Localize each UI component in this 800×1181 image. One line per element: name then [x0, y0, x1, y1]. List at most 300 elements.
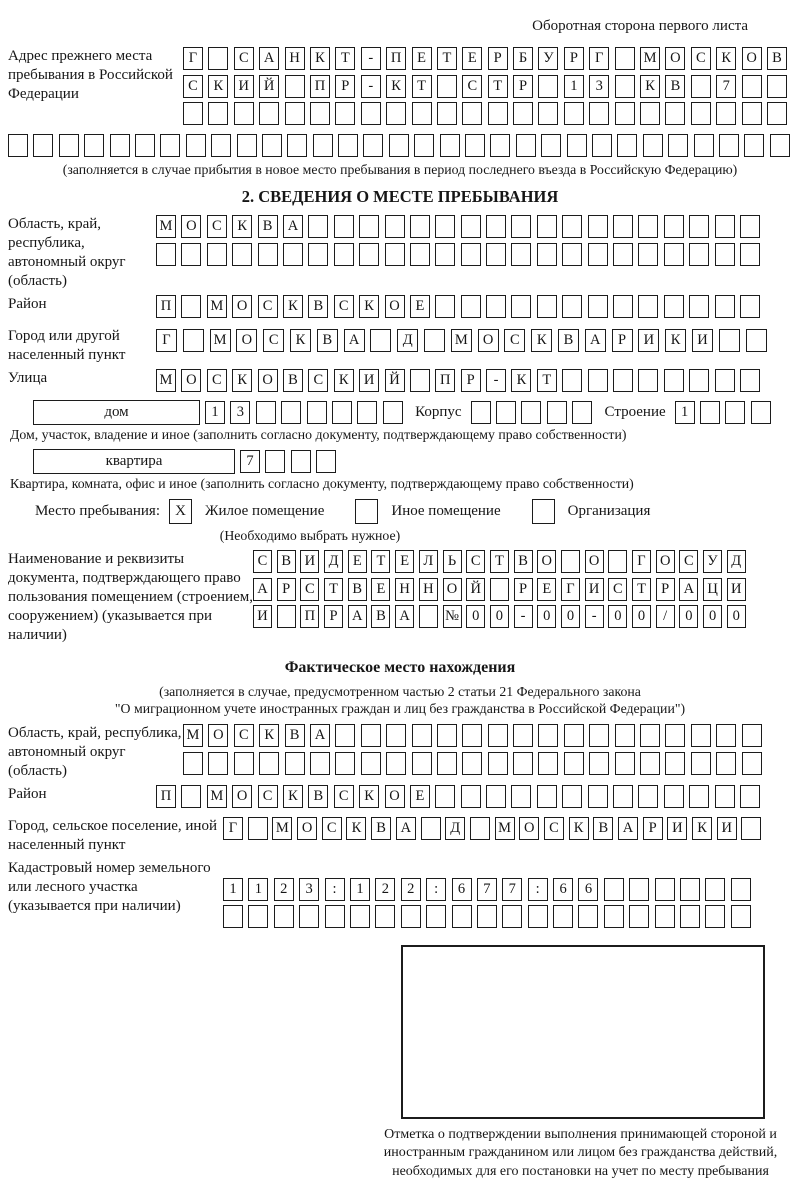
char-cell[interactable] [664, 785, 684, 808]
char-cell[interactable] [375, 905, 395, 928]
char-cell[interactable] [419, 605, 438, 628]
char-cell[interactable] [414, 134, 434, 157]
char-cell[interactable] [719, 329, 740, 352]
char-cell[interactable] [613, 785, 633, 808]
char-cell[interactable]: С [258, 295, 278, 318]
char-cell[interactable] [435, 295, 455, 318]
char-cell[interactable] [421, 817, 441, 840]
char-cell[interactable]: М [156, 369, 176, 392]
char-cell[interactable]: Т [490, 550, 509, 573]
char-cell[interactable] [716, 724, 736, 747]
char-cell[interactable]: Н [419, 578, 438, 601]
char-cell[interactable]: С [183, 75, 203, 98]
char-cell[interactable] [680, 878, 700, 901]
char-cell[interactable] [589, 724, 609, 747]
char-cell[interactable]: И [234, 75, 254, 98]
char-cell[interactable] [664, 295, 684, 318]
char-cell[interactable]: Т [412, 75, 432, 98]
char-cell[interactable] [680, 905, 700, 928]
char-cell[interactable] [183, 752, 203, 775]
house-type-box[interactable]: дом [33, 400, 200, 425]
char-cell[interactable] [310, 752, 330, 775]
char-cell[interactable] [248, 905, 268, 928]
char-cell[interactable] [608, 550, 627, 573]
char-cell[interactable] [741, 817, 761, 840]
char-cell[interactable] [477, 905, 497, 928]
char-cell[interactable] [462, 724, 482, 747]
char-cell[interactable] [334, 243, 354, 266]
char-cell[interactable] [588, 369, 608, 392]
char-cell[interactable]: С [207, 369, 227, 392]
char-cell[interactable] [629, 878, 649, 901]
char-cell[interactable] [668, 134, 688, 157]
char-cell[interactable] [592, 134, 612, 157]
char-cell[interactable]: Д [397, 329, 418, 352]
char-cell[interactable]: - [486, 369, 506, 392]
char-cell[interactable] [84, 134, 104, 157]
char-cell[interactable]: Р [513, 75, 533, 98]
char-cell[interactable]: С [462, 75, 482, 98]
char-cell[interactable]: Д [324, 550, 343, 573]
char-cell[interactable] [689, 785, 709, 808]
char-cell[interactable] [742, 724, 762, 747]
char-cell[interactable]: К [208, 75, 228, 98]
char-cell[interactable] [615, 75, 635, 98]
char-cell[interactable]: В [308, 295, 328, 318]
char-cell[interactable]: С [334, 295, 354, 318]
char-cell[interactable] [537, 215, 557, 238]
char-cell[interactable] [211, 134, 231, 157]
char-cell[interactable] [665, 102, 685, 125]
char-cell[interactable]: С [504, 329, 525, 352]
char-cell[interactable]: С [258, 785, 278, 808]
char-cell[interactable] [538, 75, 558, 98]
char-cell[interactable]: Р [612, 329, 633, 352]
char-cell[interactable]: В [665, 75, 685, 98]
char-cell[interactable] [613, 243, 633, 266]
char-cell[interactable] [572, 401, 592, 424]
char-cell[interactable] [638, 215, 658, 238]
char-cell[interactable] [589, 102, 609, 125]
char-cell[interactable]: О [742, 47, 762, 70]
char-cell[interactable]: М [183, 724, 203, 747]
char-cell[interactable]: О [585, 550, 604, 573]
char-cell[interactable] [705, 905, 725, 928]
char-cell[interactable]: : [426, 878, 446, 901]
char-cell[interactable]: К [511, 369, 531, 392]
char-cell[interactable]: С [679, 550, 698, 573]
char-cell[interactable]: Ь [443, 550, 462, 573]
char-cell[interactable] [613, 295, 633, 318]
char-cell[interactable] [370, 329, 391, 352]
char-cell[interactable] [285, 75, 305, 98]
char-cell[interactable] [638, 369, 658, 392]
char-cell[interactable] [511, 215, 531, 238]
char-cell[interactable]: О [181, 215, 201, 238]
char-cell[interactable] [363, 134, 383, 157]
char-cell[interactable] [426, 905, 446, 928]
char-cell[interactable] [410, 243, 430, 266]
char-cell[interactable] [664, 369, 684, 392]
char-cell[interactable]: П [156, 785, 176, 808]
char-cell[interactable] [537, 295, 557, 318]
char-cell[interactable] [640, 752, 660, 775]
char-cell[interactable]: В [277, 550, 296, 573]
char-cell[interactable]: К [334, 369, 354, 392]
char-cell[interactable] [562, 295, 582, 318]
char-cell[interactable] [561, 550, 580, 573]
char-cell[interactable]: Р [461, 369, 481, 392]
char-cell[interactable]: А [396, 817, 416, 840]
char-cell[interactable]: С [608, 578, 627, 601]
char-cell[interactable]: С [544, 817, 564, 840]
char-cell[interactable] [316, 450, 336, 473]
char-cell[interactable] [412, 752, 432, 775]
char-cell[interactable]: К [692, 817, 712, 840]
char-cell[interactable]: Г [561, 578, 580, 601]
char-cell[interactable] [208, 102, 228, 125]
char-cell[interactable]: С [234, 47, 254, 70]
char-cell[interactable] [183, 329, 204, 352]
char-cell[interactable]: О [208, 724, 228, 747]
char-cell[interactable]: С [466, 550, 485, 573]
char-cell[interactable]: 0 [561, 605, 580, 628]
char-cell[interactable]: А [283, 215, 303, 238]
char-cell[interactable]: М [207, 295, 227, 318]
char-cell[interactable] [538, 102, 558, 125]
char-cell[interactable]: К [310, 47, 330, 70]
char-cell[interactable] [615, 47, 635, 70]
char-cell[interactable] [629, 905, 649, 928]
char-cell[interactable]: М [210, 329, 231, 352]
char-cell[interactable] [486, 295, 506, 318]
char-cell[interactable] [335, 724, 355, 747]
char-cell[interactable] [694, 134, 714, 157]
char-cell[interactable]: П [435, 369, 455, 392]
char-cell[interactable]: А [348, 605, 367, 628]
char-cell[interactable] [547, 401, 567, 424]
char-cell[interactable] [435, 243, 455, 266]
char-cell[interactable] [465, 134, 485, 157]
char-cell[interactable]: Б [513, 47, 533, 70]
char-cell[interactable] [285, 752, 305, 775]
char-cell[interactable]: Е [348, 550, 367, 573]
char-cell[interactable] [386, 724, 406, 747]
char-cell[interactable]: М [156, 215, 176, 238]
char-cell[interactable] [234, 102, 254, 125]
char-cell[interactable] [740, 215, 760, 238]
char-cell[interactable] [440, 134, 460, 157]
char-cell[interactable]: Р [277, 578, 296, 601]
char-cell[interactable]: М [451, 329, 472, 352]
char-cell[interactable] [156, 243, 176, 266]
char-cell[interactable] [308, 243, 328, 266]
char-cell[interactable]: О [385, 295, 405, 318]
char-cell[interactable] [643, 134, 663, 157]
char-cell[interactable]: А [585, 329, 606, 352]
char-cell[interactable]: К [359, 785, 379, 808]
char-cell[interactable] [746, 329, 767, 352]
char-cell[interactable] [237, 134, 257, 157]
char-cell[interactable]: В [317, 329, 338, 352]
apartment-type-box[interactable]: квартира [33, 449, 235, 474]
char-cell[interactable] [401, 905, 421, 928]
char-cell[interactable]: А [395, 605, 414, 628]
char-cell[interactable]: 6 [578, 878, 598, 901]
char-cell[interactable] [424, 329, 445, 352]
char-cell[interactable]: Е [395, 550, 414, 573]
char-cell[interactable] [437, 724, 457, 747]
char-cell[interactable]: 3 [589, 75, 609, 98]
char-cell[interactable]: П [310, 75, 330, 98]
char-cell[interactable] [537, 785, 557, 808]
char-cell[interactable] [435, 785, 455, 808]
char-cell[interactable] [705, 878, 725, 901]
char-cell[interactable] [452, 905, 472, 928]
char-cell[interactable]: № [443, 605, 462, 628]
char-cell[interactable]: С [253, 550, 272, 573]
char-cell[interactable] [567, 134, 587, 157]
char-cell[interactable]: С [234, 724, 254, 747]
organization-checkbox[interactable] [532, 499, 555, 524]
char-cell[interactable] [511, 243, 531, 266]
char-cell[interactable] [731, 878, 751, 901]
char-cell[interactable]: П [300, 605, 319, 628]
char-cell[interactable]: Т [324, 578, 343, 601]
char-cell[interactable] [615, 724, 635, 747]
char-cell[interactable]: К [359, 295, 379, 318]
char-cell[interactable]: - [361, 75, 381, 98]
char-cell[interactable] [638, 295, 658, 318]
char-cell[interactable] [232, 243, 252, 266]
char-cell[interactable]: Н [395, 578, 414, 601]
char-cell[interactable]: - [514, 605, 533, 628]
char-cell[interactable]: О [236, 329, 257, 352]
char-cell[interactable] [513, 724, 533, 747]
char-cell[interactable]: К [386, 75, 406, 98]
char-cell[interactable]: Ц [703, 578, 722, 601]
char-cell[interactable] [338, 134, 358, 157]
char-cell[interactable] [742, 102, 762, 125]
char-cell[interactable]: М [207, 785, 227, 808]
char-cell[interactable]: П [386, 47, 406, 70]
char-cell[interactable]: Е [410, 785, 430, 808]
char-cell[interactable]: 0 [466, 605, 485, 628]
char-cell[interactable]: А [253, 578, 272, 601]
char-cell[interactable] [541, 134, 561, 157]
char-cell[interactable] [715, 243, 735, 266]
char-cell[interactable]: Р [324, 605, 343, 628]
char-cell[interactable]: О [181, 369, 201, 392]
char-cell[interactable]: А [310, 724, 330, 747]
char-cell[interactable]: 6 [553, 878, 573, 901]
char-cell[interactable]: Е [410, 295, 430, 318]
char-cell[interactable]: В [514, 550, 533, 573]
char-cell[interactable] [223, 905, 243, 928]
char-cell[interactable] [335, 102, 355, 125]
char-cell[interactable] [604, 878, 624, 901]
char-cell[interactable] [770, 134, 790, 157]
char-cell[interactable]: Й [385, 369, 405, 392]
char-cell[interactable] [462, 102, 482, 125]
char-cell[interactable] [181, 295, 201, 318]
char-cell[interactable]: И [253, 605, 272, 628]
char-cell[interactable]: В [258, 215, 278, 238]
char-cell[interactable] [183, 102, 203, 125]
char-cell[interactable] [488, 102, 508, 125]
char-cell[interactable]: О [537, 550, 556, 573]
char-cell[interactable] [490, 578, 509, 601]
char-cell[interactable] [357, 401, 377, 424]
char-cell[interactable]: К [232, 369, 252, 392]
char-cell[interactable]: Й [259, 75, 279, 98]
char-cell[interactable] [160, 134, 180, 157]
char-cell[interactable] [604, 905, 624, 928]
char-cell[interactable] [461, 785, 481, 808]
char-cell[interactable]: К [640, 75, 660, 98]
char-cell[interactable] [488, 724, 508, 747]
char-cell[interactable] [208, 752, 228, 775]
char-cell[interactable] [359, 215, 379, 238]
char-cell[interactable]: Г [632, 550, 651, 573]
char-cell[interactable] [335, 752, 355, 775]
char-cell[interactable] [664, 243, 684, 266]
char-cell[interactable] [665, 752, 685, 775]
char-cell[interactable] [437, 102, 457, 125]
char-cell[interactable] [334, 215, 354, 238]
char-cell[interactable] [234, 752, 254, 775]
char-cell[interactable]: С [691, 47, 711, 70]
char-cell[interactable] [299, 905, 319, 928]
char-cell[interactable] [207, 243, 227, 266]
char-cell[interactable] [538, 752, 558, 775]
char-cell[interactable]: А [344, 329, 365, 352]
char-cell[interactable]: Р [643, 817, 663, 840]
char-cell[interactable]: К [346, 817, 366, 840]
char-cell[interactable]: 0 [632, 605, 651, 628]
char-cell[interactable] [502, 905, 522, 928]
char-cell[interactable]: 0 [679, 605, 698, 628]
char-cell[interactable]: Г [156, 329, 177, 352]
char-cell[interactable]: 7 [240, 450, 260, 473]
char-cell[interactable]: С [207, 215, 227, 238]
char-cell[interactable] [258, 243, 278, 266]
char-cell[interactable] [691, 102, 711, 125]
char-cell[interactable] [361, 752, 381, 775]
char-cell[interactable]: Т [632, 578, 651, 601]
char-cell[interactable] [521, 401, 541, 424]
char-cell[interactable] [562, 369, 582, 392]
char-cell[interactable] [700, 401, 720, 424]
char-cell[interactable] [470, 817, 490, 840]
char-cell[interactable]: 0 [727, 605, 746, 628]
char-cell[interactable]: Н [285, 47, 305, 70]
char-cell[interactable]: 1 [205, 401, 225, 424]
char-cell[interactable]: 7 [502, 878, 522, 901]
char-cell[interactable]: Р [488, 47, 508, 70]
char-cell[interactable] [386, 752, 406, 775]
char-cell[interactable] [744, 134, 764, 157]
char-cell[interactable] [689, 215, 709, 238]
char-cell[interactable]: Р [335, 75, 355, 98]
char-cell[interactable] [386, 102, 406, 125]
char-cell[interactable]: К [259, 724, 279, 747]
char-cell[interactable] [412, 724, 432, 747]
char-cell[interactable] [588, 243, 608, 266]
char-cell[interactable]: Е [371, 578, 390, 601]
char-cell[interactable] [285, 102, 305, 125]
char-cell[interactable] [181, 785, 201, 808]
char-cell[interactable]: В [348, 578, 367, 601]
char-cell[interactable]: В [308, 785, 328, 808]
char-cell[interactable]: С [263, 329, 284, 352]
char-cell[interactable] [412, 102, 432, 125]
char-cell[interactable]: В [371, 605, 390, 628]
char-cell[interactable] [248, 817, 268, 840]
char-cell[interactable] [528, 905, 548, 928]
char-cell[interactable]: С [300, 578, 319, 601]
char-cell[interactable]: И [300, 550, 319, 573]
char-cell[interactable]: В [285, 724, 305, 747]
char-cell[interactable] [691, 75, 711, 98]
char-cell[interactable] [715, 215, 735, 238]
char-cell[interactable]: В [371, 817, 391, 840]
char-cell[interactable] [689, 243, 709, 266]
char-cell[interactable]: 0 [490, 605, 509, 628]
char-cell[interactable] [490, 134, 510, 157]
char-cell[interactable] [471, 401, 491, 424]
char-cell[interactable] [731, 905, 751, 928]
char-cell[interactable] [181, 243, 201, 266]
char-cell[interactable]: Т [371, 550, 390, 573]
char-cell[interactable] [613, 369, 633, 392]
char-cell[interactable]: 2 [401, 878, 421, 901]
char-cell[interactable] [588, 785, 608, 808]
char-cell[interactable]: 0 [703, 605, 722, 628]
char-cell[interactable]: 2 [274, 878, 294, 901]
char-cell[interactable] [186, 134, 206, 157]
char-cell[interactable]: 3 [230, 401, 250, 424]
char-cell[interactable] [486, 785, 506, 808]
char-cell[interactable] [462, 752, 482, 775]
char-cell[interactable] [511, 785, 531, 808]
char-cell[interactable] [716, 752, 736, 775]
char-cell[interactable] [461, 215, 481, 238]
char-cell[interactable] [691, 752, 711, 775]
char-cell[interactable] [313, 134, 333, 157]
char-cell[interactable]: 1 [350, 878, 370, 901]
char-cell[interactable]: О [519, 817, 539, 840]
char-cell[interactable]: 6 [452, 878, 472, 901]
char-cell[interactable] [461, 243, 481, 266]
char-cell[interactable] [110, 134, 130, 157]
char-cell[interactable] [361, 102, 381, 125]
char-cell[interactable]: О [443, 578, 462, 601]
char-cell[interactable] [742, 75, 762, 98]
char-cell[interactable] [516, 134, 536, 157]
char-cell[interactable] [740, 295, 760, 318]
char-cell[interactable] [410, 369, 430, 392]
char-cell[interactable] [486, 243, 506, 266]
char-cell[interactable]: Е [462, 47, 482, 70]
char-cell[interactable] [538, 724, 558, 747]
char-cell[interactable] [513, 752, 533, 775]
char-cell[interactable] [359, 243, 379, 266]
char-cell[interactable] [291, 450, 311, 473]
char-cell[interactable]: И [667, 817, 687, 840]
char-cell[interactable] [588, 215, 608, 238]
char-cell[interactable]: А [679, 578, 698, 601]
